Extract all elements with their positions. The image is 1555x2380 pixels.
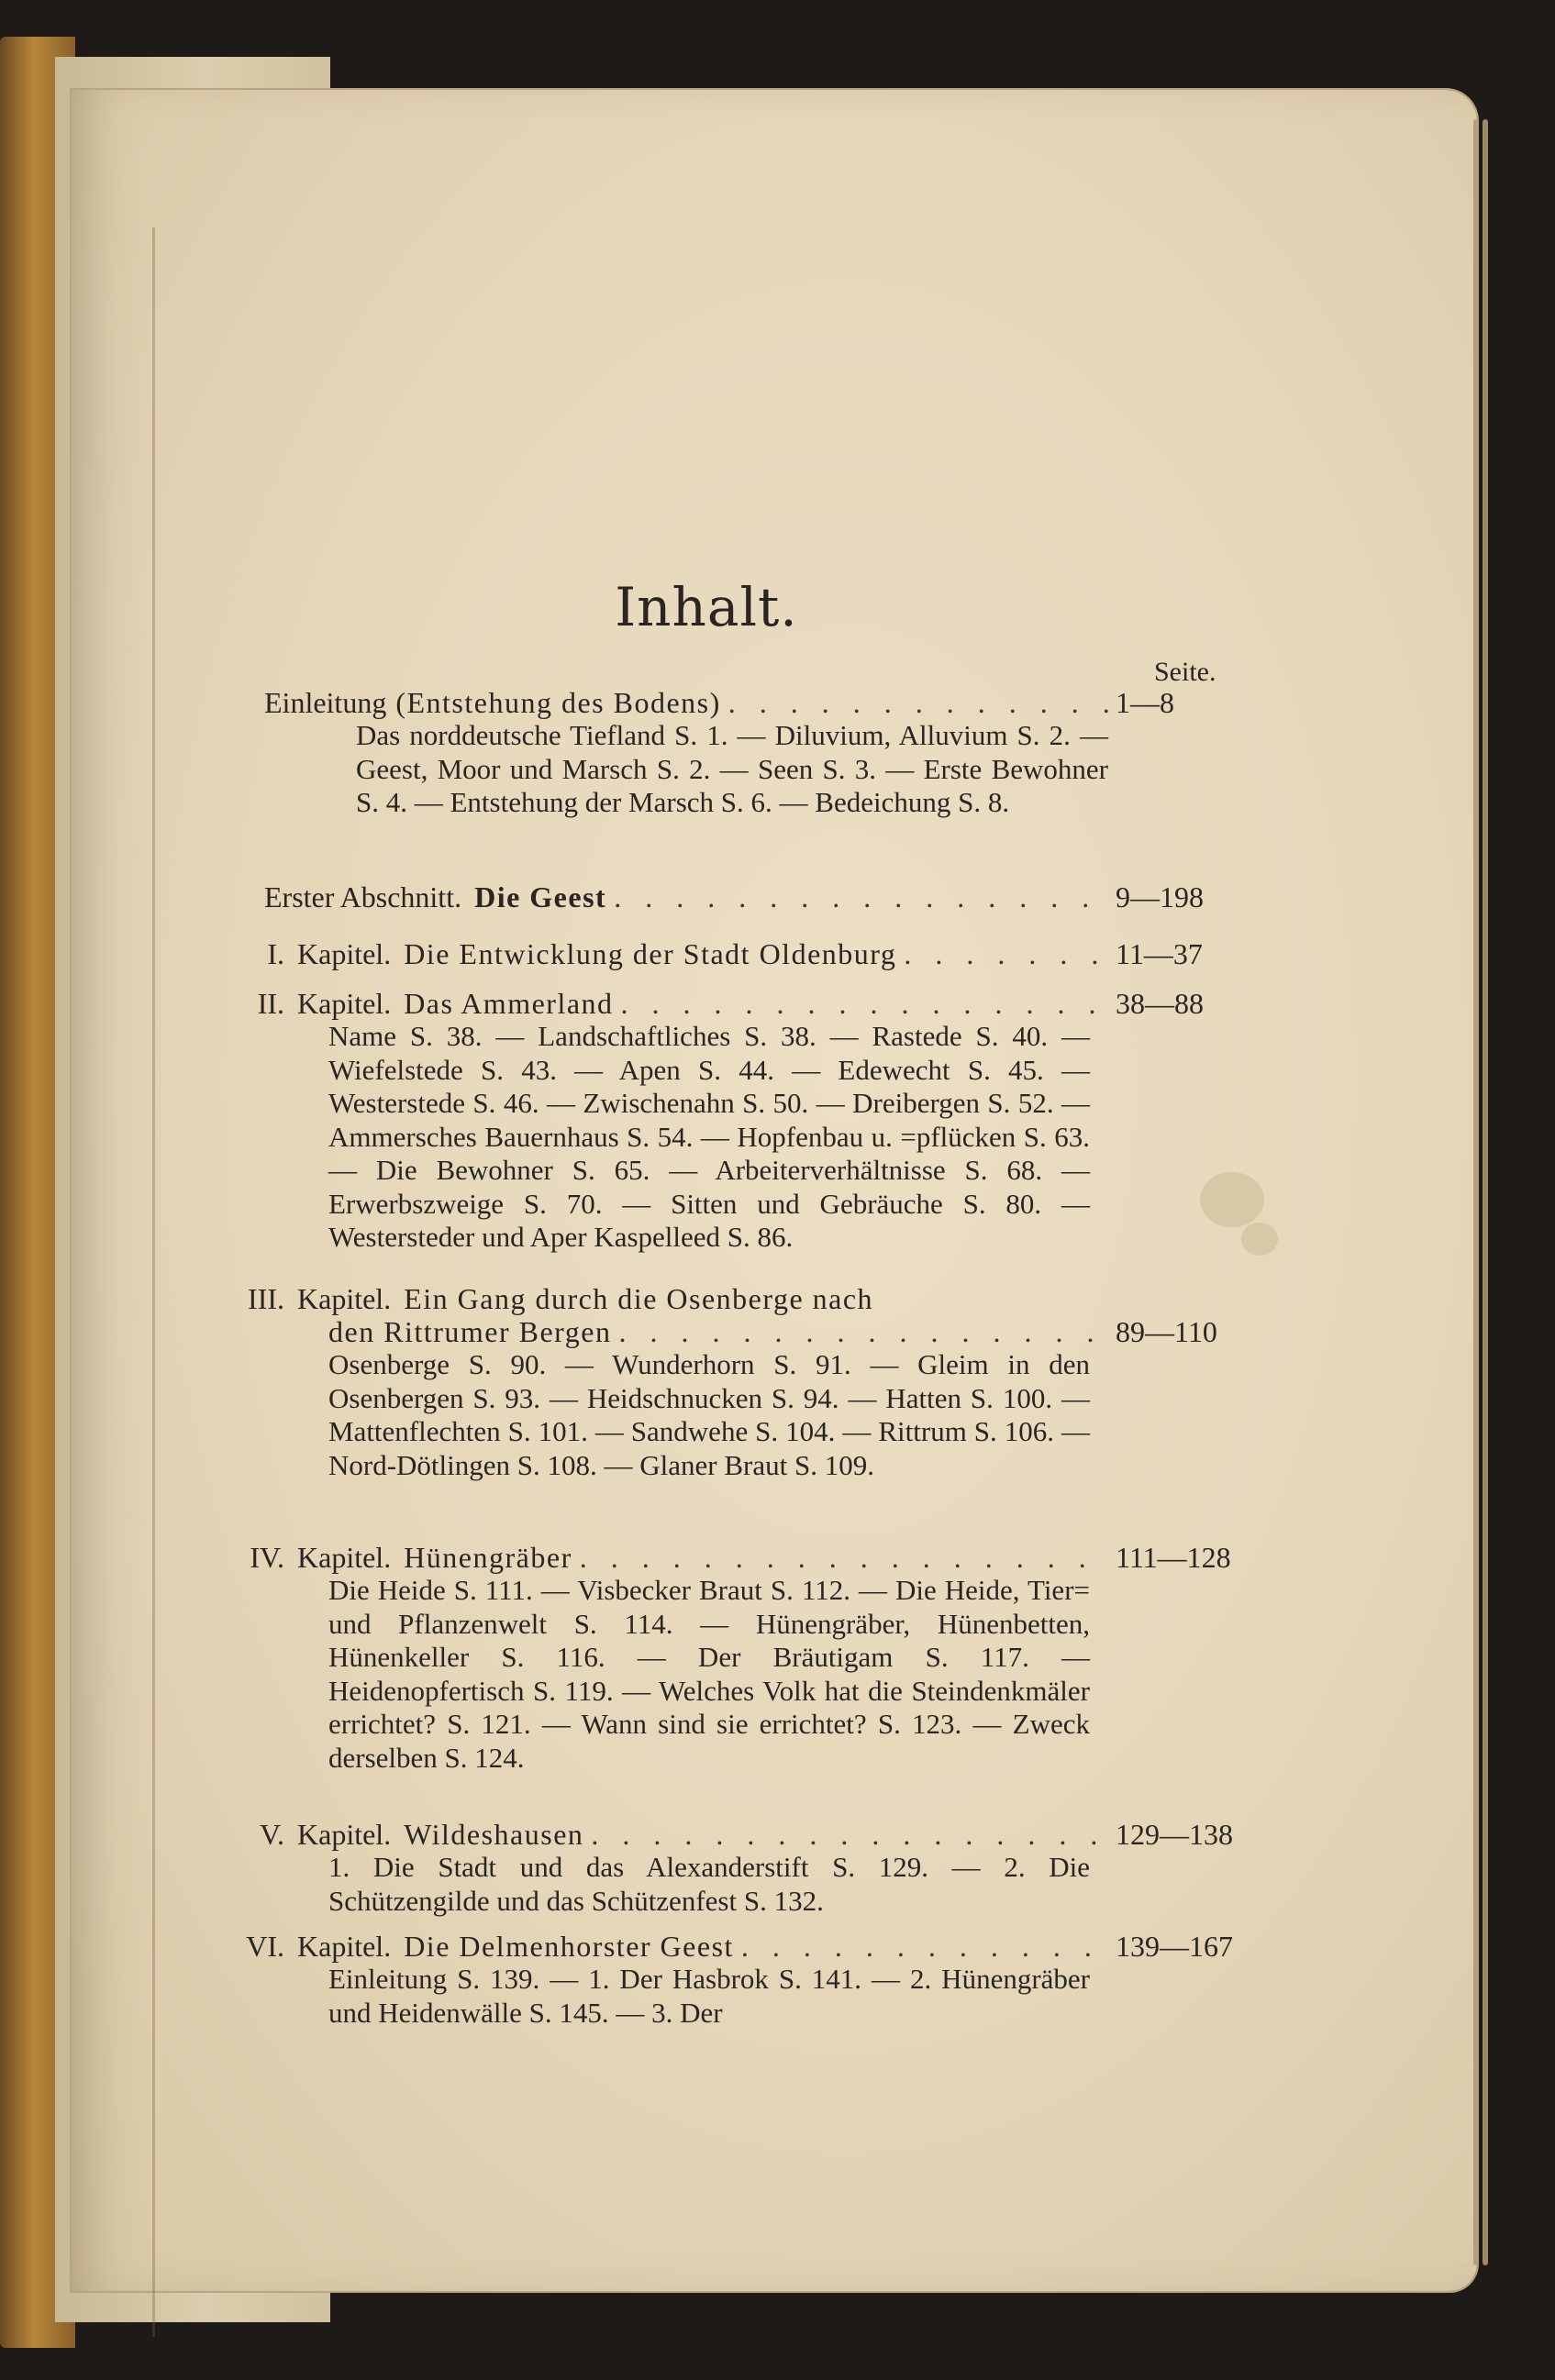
toc-chapter-number: III. [248,1282,284,1315]
toc-pages: 9—198 [1116,880,1204,913]
page-edge [1473,119,1479,2265]
toc-heading: Wildeshausen [404,1818,584,1851]
toc-heading-continued: den Rittrumer Bergen [328,1315,612,1348]
toc-description: Osenberge S. 90. — Wunderhorn S. 91. — Gleim in den Osenbergen S. 93. — Heidschnucken S. 94. — Hatten S. 100. — Mattenflechten S. 101. — Sandwehe S. 104. — Rittrum S. 106. — Nord-Dötlingen S. 108. — Glaner Braut S. 109. [328,1348,1090,1481]
toc-pages: 1—8 [1116,686,1174,719]
toc-pages: 111—128 [1116,1541,1231,1574]
toc-leader-dots [728,686,1108,719]
toc-pages: 38—88 [1116,987,1204,1020]
toc-heading: Ein Gang durch die Osenberge nach [404,1282,874,1315]
page-column-label: Seite. [1154,657,1216,687]
toc-label: Kapitel. [297,1930,392,1963]
toc-description: Name S. 38. — Landschaftliches S. 38. — Rastede S. 40. — Wiefelstede S. 43. — Apen S. 44. — Edewecht S. 45. — Westerstede S. 46. — Zwischenahn S. 50. — Dreibergen S. 52. — Ammersches Bauernhaus S. 54. — Hopfenbau u. =pflücken S. 63. — Die Bewohner S. 65. — Arbeiterverhältnisse S. 68. — Erwerbszweige S. 70. — Sitten und Gebräuche S. 80. — Westersteder und Aper Kaspelleed S. 86. [328,1020,1090,1253]
gutter-line [152,227,155,2337]
toc-label: Kapitel. [297,987,392,1020]
toc-leader-dots [904,937,1108,970]
toc-label: Kapitel. [297,937,392,970]
toc-entry-kapitel-6 [228,1930,1253,2030]
toc-label: Einleitung [264,686,387,719]
page-edge [1483,119,1488,2265]
toc-chapter-number: IV. [250,1541,284,1574]
toc-description: Die Heide S. 111. — Visbecker Braut S. 112. — Die Heide, Tier= und Pflanzenwelt S. 114. — Hünengräber, Hünenbetten, Hünenkeller S. 116. — Der Bräutigam S. 117. — Heidenopfertisch S. 119. — Welches Volk hat die Steindenkmäler errichtet? S. 121. — Wann sind sie errichtet? S. 123. — Zweck derselben S. 124. [328,1574,1090,1774]
toc-heading: Die Geest [474,880,607,913]
toc-entry-einleitung [264,686,1253,820]
toc-label: Kapitel. [297,1818,392,1851]
toc-chapter-number: V. [260,1818,284,1851]
toc-description: 1. Die Stadt und das Alexanderstift S. 129. — 2. Die Schützengilde und das Schützenfest S. 132. [328,1851,1090,1917]
toc-label: Erster Abschnitt. [264,880,462,913]
toc-leader-dots [621,987,1108,1020]
toc-entry-kapitel-2 [228,987,1253,1255]
toc-entry-erster-abschnitt [264,880,1253,913]
toc-pages: 129—138 [1116,1818,1233,1851]
toc-chapter-number: II. [257,987,284,1020]
toc-heading: Hünengräber [404,1541,572,1574]
toc-leader-dots [618,1315,1108,1348]
toc-pages: 89—110 [1116,1315,1217,1348]
toc-description: Einleitung S. 139. — 1. Der Hasbrok S. 141. — 2. Hünengräber und Heidenwälle S. 145. — 3. Der [328,1963,1090,2029]
toc-heading: Das Ammerland [404,987,614,1020]
toc-chapter-number: I. [267,937,284,970]
toc-leader-dots [580,1541,1108,1574]
toc-heading: Die Entwicklung der Stadt Oldenburg [404,937,897,970]
toc-entry-kapitel-4 [228,1541,1253,1775]
toc-heading: (Entstehung des Bodens) [395,686,721,719]
toc-pages: 139—167 [1116,1930,1233,1963]
toc-heading: Die Delmenhorster Geest [404,1930,734,1963]
toc-entry-kapitel-1 [228,937,1253,970]
toc-description: Das norddeutsche Tiefland S. 1. — Diluvium, Alluvium S. 2. — Geest, Moor und Marsch S. 2. — Seen S. 3. — Erste Bewohner S. 4. — Entstehung der Marsch S. 6. — Bedeichung S. 8. [356,719,1108,818]
page-title: Inhalt. [615,576,798,638]
toc-chapter-number: VI. [246,1930,284,1963]
toc-pages: 11—37 [1116,937,1203,970]
toc-leader-dots [741,1930,1108,1963]
toc-label: Kapitel. [297,1282,392,1315]
toc-leader-dots [614,880,1108,913]
toc-label: Kapitel. [297,1541,392,1574]
toc-leader-dots [591,1818,1108,1851]
toc-entry-kapitel-3 [228,1282,1253,1482]
toc-entry-kapitel-5 [228,1818,1253,1918]
